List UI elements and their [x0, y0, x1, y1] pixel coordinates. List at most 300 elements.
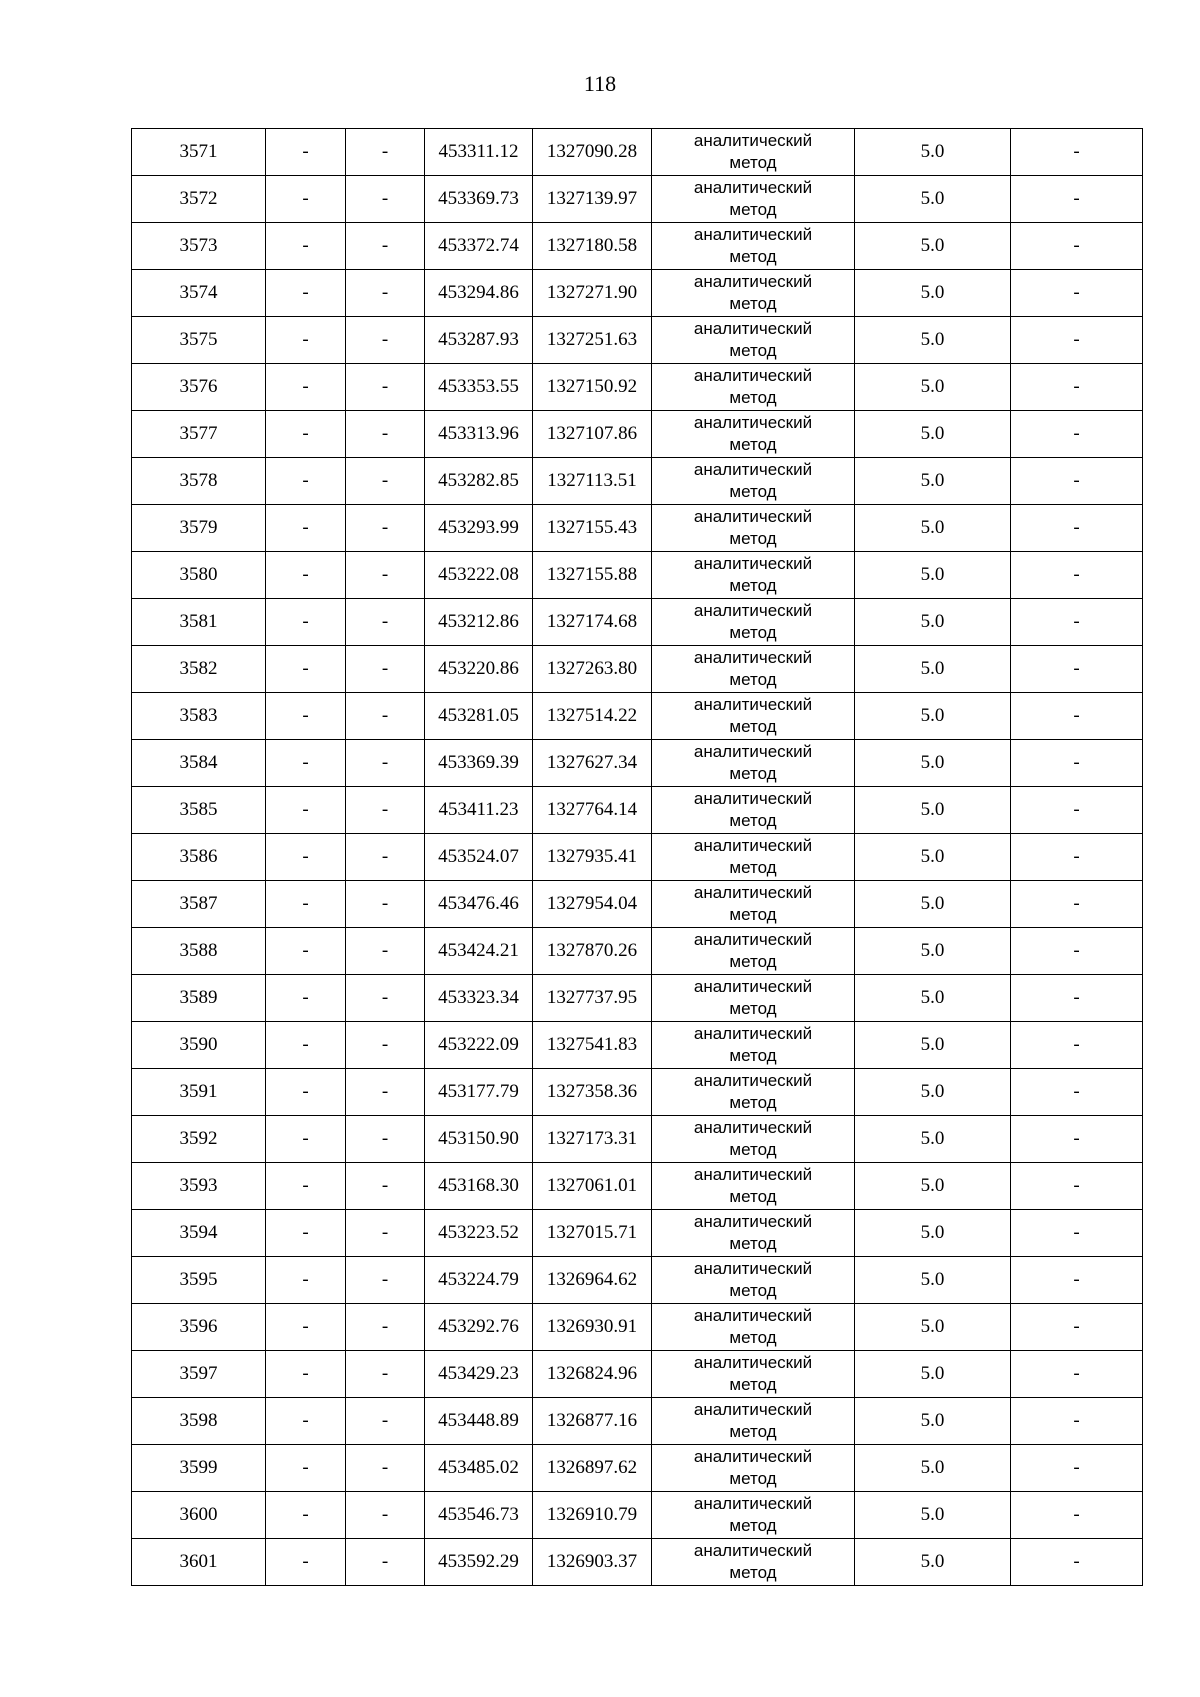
y-coordinate-cell: 1327737.95 [533, 975, 652, 1022]
empty-dash-cell-2: - [346, 646, 425, 693]
empty-dash-cell-2: - [346, 1022, 425, 1069]
empty-dash-cell-2: - [346, 1304, 425, 1351]
empty-dash-cell-3: - [1011, 1351, 1143, 1398]
empty-dash-cell-2: - [346, 458, 425, 505]
x-coordinate-cell: 453313.96 [425, 411, 533, 458]
empty-dash-cell-1: - [266, 787, 346, 834]
empty-dash-cell-3: - [1011, 1163, 1143, 1210]
x-coordinate-cell: 453369.39 [425, 740, 533, 787]
method-text-line: метод [729, 435, 777, 454]
method-text-line: метод [729, 1046, 777, 1065]
point-number-cell: 3575 [132, 317, 266, 364]
method-text-line: аналитический [693, 836, 813, 855]
method-cell [652, 1351, 855, 1398]
point-number-cell: 3585 [132, 787, 266, 834]
point-number-cell: 3571 [132, 129, 266, 176]
table-row [132, 1304, 1143, 1351]
empty-dash-cell-3: - [1011, 1492, 1143, 1539]
empty-dash-cell-1: - [266, 1445, 346, 1492]
empty-dash-cell-3: - [1011, 1210, 1143, 1257]
method-text-line: метод [729, 341, 777, 360]
empty-dash-cell-1: - [266, 975, 346, 1022]
accuracy-value-cell: 5.0 [855, 223, 1011, 270]
x-coordinate-cell: 453177.79 [425, 1069, 533, 1116]
x-coordinate-cell: 453424.21 [425, 928, 533, 975]
method-text-line: метод [729, 1422, 777, 1441]
table-row [132, 1210, 1143, 1257]
point-number-cell: 3582 [132, 646, 266, 693]
table-row [132, 1398, 1143, 1445]
x-coordinate-cell: 453223.52 [425, 1210, 533, 1257]
accuracy-value-cell: 5.0 [855, 1492, 1011, 1539]
empty-dash-cell-3: - [1011, 129, 1143, 176]
point-number-cell: 3598 [132, 1398, 266, 1445]
method-text-line: метод [729, 811, 777, 830]
point-number-cell: 3588 [132, 928, 266, 975]
y-coordinate-cell: 1326964.62 [533, 1257, 652, 1304]
table-row [132, 646, 1143, 693]
empty-dash-cell-3: - [1011, 505, 1143, 552]
point-number-cell: 3600 [132, 1492, 266, 1539]
method-text-line: аналитический [693, 1541, 813, 1560]
empty-dash-cell-3: - [1011, 270, 1143, 317]
empty-dash-cell-1: - [266, 928, 346, 975]
empty-dash-cell-2: - [346, 599, 425, 646]
empty-dash-cell-1: - [266, 1398, 346, 1445]
method-text-line: метод [729, 200, 777, 219]
accuracy-value-cell: 5.0 [855, 834, 1011, 881]
empty-dash-cell-2: - [346, 1116, 425, 1163]
point-number-cell: 3586 [132, 834, 266, 881]
empty-dash-cell-1: - [266, 1163, 346, 1210]
accuracy-value-cell: 5.0 [855, 740, 1011, 787]
empty-dash-cell-3: - [1011, 1398, 1143, 1445]
y-coordinate-cell: 1326824.96 [533, 1351, 652, 1398]
method-cell [652, 646, 855, 693]
method-cell [652, 176, 855, 223]
accuracy-value-cell: 5.0 [855, 1116, 1011, 1163]
table-row [132, 129, 1143, 176]
page-number: 118 [583, 71, 617, 96]
x-coordinate-cell: 453224.79 [425, 1257, 533, 1304]
empty-dash-cell-2: - [346, 176, 425, 223]
x-coordinate-cell: 453222.09 [425, 1022, 533, 1069]
x-coordinate-cell: 453411.23 [425, 787, 533, 834]
y-coordinate-cell: 1327870.26 [533, 928, 652, 975]
empty-dash-cell-2: - [346, 693, 425, 740]
y-coordinate-cell: 1327139.97 [533, 176, 652, 223]
point-number-cell: 3589 [132, 975, 266, 1022]
empty-dash-cell-1: - [266, 693, 346, 740]
method-text-line: аналитический [693, 601, 813, 620]
method-text-line: аналитический [693, 225, 813, 244]
empty-dash-cell-3: - [1011, 787, 1143, 834]
accuracy-value-cell: 5.0 [855, 881, 1011, 928]
method-text-line: аналитический [693, 1447, 813, 1466]
accuracy-value-cell: 5.0 [855, 411, 1011, 458]
coordinates-table [131, 128, 1143, 1586]
method-text-line: метод [729, 1093, 777, 1112]
method-text-line: метод [729, 999, 777, 1018]
y-coordinate-cell: 1327155.43 [533, 505, 652, 552]
empty-dash-cell-2: - [346, 881, 425, 928]
empty-dash-cell-1: - [266, 646, 346, 693]
empty-dash-cell-1: - [266, 552, 346, 599]
x-coordinate-cell: 453292.76 [425, 1304, 533, 1351]
y-coordinate-cell: 1327954.04 [533, 881, 652, 928]
method-text-line: метод [729, 294, 777, 313]
point-number-cell: 3587 [132, 881, 266, 928]
empty-dash-cell-2: - [346, 1445, 425, 1492]
table-row [132, 458, 1143, 505]
method-cell [652, 458, 855, 505]
method-text-line: аналитический [693, 507, 813, 526]
method-text-line: аналитический [693, 1212, 813, 1231]
x-coordinate-cell: 453220.86 [425, 646, 533, 693]
point-number-cell: 3590 [132, 1022, 266, 1069]
table-row [132, 693, 1143, 740]
empty-dash-cell-1: - [266, 834, 346, 881]
point-number-cell: 3573 [132, 223, 266, 270]
empty-dash-cell-2: - [346, 223, 425, 270]
accuracy-value-cell: 5.0 [855, 1539, 1011, 1586]
empty-dash-cell-3: - [1011, 317, 1143, 364]
method-text-line: метод [729, 1187, 777, 1206]
x-coordinate-cell: 453168.30 [425, 1163, 533, 1210]
method-cell [652, 1398, 855, 1445]
table-row [132, 834, 1143, 881]
method-text-line: аналитический [693, 178, 813, 197]
empty-dash-cell-1: - [266, 1492, 346, 1539]
method-text-line: метод [729, 576, 777, 595]
method-text-line: метод [729, 153, 777, 172]
table-row [132, 1445, 1143, 1492]
table-row [132, 1022, 1143, 1069]
empty-dash-cell-2: - [346, 317, 425, 364]
empty-dash-cell-1: - [266, 740, 346, 787]
accuracy-value-cell: 5.0 [855, 599, 1011, 646]
method-text-line: метод [729, 670, 777, 689]
method-text-line: аналитический [693, 1494, 813, 1513]
table-row [132, 1163, 1143, 1210]
empty-dash-cell-2: - [346, 411, 425, 458]
point-number-cell: 3581 [132, 599, 266, 646]
method-text-line: метод [729, 247, 777, 266]
y-coordinate-cell: 1327107.86 [533, 411, 652, 458]
accuracy-value-cell: 5.0 [855, 1398, 1011, 1445]
empty-dash-cell-3: - [1011, 1304, 1143, 1351]
accuracy-value-cell: 5.0 [855, 1304, 1011, 1351]
method-text-line: аналитический [693, 789, 813, 808]
empty-dash-cell-2: - [346, 270, 425, 317]
y-coordinate-cell: 1327263.80 [533, 646, 652, 693]
method-text-line: аналитический [693, 366, 813, 385]
x-coordinate-cell: 453592.29 [425, 1539, 533, 1586]
point-number-cell: 3579 [132, 505, 266, 552]
y-coordinate-cell: 1326903.37 [533, 1539, 652, 1586]
method-text-line: метод [729, 1375, 777, 1394]
accuracy-value-cell: 5.0 [855, 1445, 1011, 1492]
method-cell [652, 1539, 855, 1586]
method-text-line: аналитический [693, 1259, 813, 1278]
accuracy-value-cell: 5.0 [855, 1022, 1011, 1069]
x-coordinate-cell: 453281.05 [425, 693, 533, 740]
method-text-line: метод [729, 858, 777, 877]
table-row [132, 223, 1143, 270]
empty-dash-cell-3: - [1011, 646, 1143, 693]
empty-dash-cell-3: - [1011, 364, 1143, 411]
accuracy-value-cell: 5.0 [855, 505, 1011, 552]
x-coordinate-cell: 453546.73 [425, 1492, 533, 1539]
y-coordinate-cell: 1327155.88 [533, 552, 652, 599]
empty-dash-cell-2: - [346, 1351, 425, 1398]
accuracy-value-cell: 5.0 [855, 787, 1011, 834]
method-text-line: аналитический [693, 1024, 813, 1043]
method-text-line: метод [729, 388, 777, 407]
y-coordinate-cell: 1327358.36 [533, 1069, 652, 1116]
x-coordinate-cell: 453212.86 [425, 599, 533, 646]
y-coordinate-cell: 1327180.58 [533, 223, 652, 270]
method-cell [652, 223, 855, 270]
x-coordinate-cell: 453222.08 [425, 552, 533, 599]
empty-dash-cell-1: - [266, 223, 346, 270]
empty-dash-cell-2: - [346, 1398, 425, 1445]
empty-dash-cell-1: - [266, 1022, 346, 1069]
accuracy-value-cell: 5.0 [855, 693, 1011, 740]
point-number-cell: 3592 [132, 1116, 266, 1163]
accuracy-value-cell: 5.0 [855, 928, 1011, 975]
method-cell [652, 129, 855, 176]
table-row [132, 317, 1143, 364]
accuracy-value-cell: 5.0 [855, 270, 1011, 317]
empty-dash-cell-2: - [346, 1492, 425, 1539]
x-coordinate-cell: 453294.86 [425, 270, 533, 317]
method-cell [652, 364, 855, 411]
method-cell [652, 1257, 855, 1304]
table-row [132, 1116, 1143, 1163]
table-row [132, 1539, 1143, 1586]
y-coordinate-cell: 1327541.83 [533, 1022, 652, 1069]
point-number-cell: 3584 [132, 740, 266, 787]
method-text-line: аналитический [693, 554, 813, 573]
empty-dash-cell-2: - [346, 552, 425, 599]
empty-dash-cell-3: - [1011, 881, 1143, 928]
method-cell [652, 411, 855, 458]
method-text-line: аналитический [693, 272, 813, 291]
y-coordinate-cell: 1327015.71 [533, 1210, 652, 1257]
method-text-line: метод [729, 529, 777, 548]
table-row [132, 176, 1143, 223]
method-cell [652, 505, 855, 552]
empty-dash-cell-2: - [346, 505, 425, 552]
empty-dash-cell-2: - [346, 364, 425, 411]
method-text-line: метод [729, 1328, 777, 1347]
empty-dash-cell-2: - [346, 1163, 425, 1210]
empty-dash-cell-3: - [1011, 1069, 1143, 1116]
table-row [132, 1492, 1143, 1539]
accuracy-value-cell: 5.0 [855, 129, 1011, 176]
empty-dash-cell-1: - [266, 317, 346, 364]
point-number-cell: 3583 [132, 693, 266, 740]
empty-dash-cell-3: - [1011, 834, 1143, 881]
empty-dash-cell-1: - [266, 176, 346, 223]
empty-dash-cell-3: - [1011, 1022, 1143, 1069]
point-number-cell: 3594 [132, 1210, 266, 1257]
point-number-cell: 3574 [132, 270, 266, 317]
table-row [132, 1351, 1143, 1398]
empty-dash-cell-1: - [266, 1116, 346, 1163]
y-coordinate-cell: 1326897.62 [533, 1445, 652, 1492]
method-cell [652, 270, 855, 317]
empty-dash-cell-3: - [1011, 176, 1143, 223]
y-coordinate-cell: 1327271.90 [533, 270, 652, 317]
method-text-line: аналитический [693, 1306, 813, 1325]
y-coordinate-cell: 1327150.92 [533, 364, 652, 411]
method-text-line: аналитический [693, 460, 813, 479]
method-text-line: метод [729, 1140, 777, 1159]
point-number-cell: 3572 [132, 176, 266, 223]
empty-dash-cell-3: - [1011, 1445, 1143, 1492]
x-coordinate-cell: 453476.46 [425, 881, 533, 928]
y-coordinate-cell: 1327174.68 [533, 599, 652, 646]
point-number-cell: 3599 [132, 1445, 266, 1492]
method-text-line: метод [729, 623, 777, 642]
accuracy-value-cell: 5.0 [855, 176, 1011, 223]
method-text-line: метод [729, 952, 777, 971]
empty-dash-cell-3: - [1011, 975, 1143, 1022]
empty-dash-cell-1: - [266, 129, 346, 176]
x-coordinate-cell: 453524.07 [425, 834, 533, 881]
empty-dash-cell-1: - [266, 1539, 346, 1586]
accuracy-value-cell: 5.0 [855, 364, 1011, 411]
empty-dash-cell-2: - [346, 787, 425, 834]
empty-dash-cell-3: - [1011, 693, 1143, 740]
method-cell [652, 1210, 855, 1257]
empty-dash-cell-3: - [1011, 1257, 1143, 1304]
y-coordinate-cell: 1326910.79 [533, 1492, 652, 1539]
accuracy-value-cell: 5.0 [855, 975, 1011, 1022]
method-cell [652, 1492, 855, 1539]
method-text-line: метод [729, 717, 777, 736]
x-coordinate-cell: 453353.55 [425, 364, 533, 411]
point-number-cell: 3596 [132, 1304, 266, 1351]
method-text-line: аналитический [693, 1353, 813, 1372]
x-coordinate-cell: 453429.23 [425, 1351, 533, 1398]
point-number-cell: 3577 [132, 411, 266, 458]
method-cell [652, 552, 855, 599]
table-row [132, 928, 1143, 975]
method-cell [652, 1163, 855, 1210]
accuracy-value-cell: 5.0 [855, 458, 1011, 505]
accuracy-value-cell: 5.0 [855, 317, 1011, 364]
method-text-line: метод [729, 1516, 777, 1535]
point-number-cell: 3601 [132, 1539, 266, 1586]
point-number-cell: 3591 [132, 1069, 266, 1116]
method-text-line: аналитический [693, 883, 813, 902]
method-cell [652, 881, 855, 928]
method-text-line: аналитический [693, 1071, 813, 1090]
method-cell [652, 834, 855, 881]
x-coordinate-cell: 453287.93 [425, 317, 533, 364]
accuracy-value-cell: 5.0 [855, 1351, 1011, 1398]
y-coordinate-cell: 1327935.41 [533, 834, 652, 881]
method-text-line: аналитический [693, 319, 813, 338]
method-text-line: метод [729, 764, 777, 783]
point-number-cell: 3595 [132, 1257, 266, 1304]
y-coordinate-cell: 1327090.28 [533, 129, 652, 176]
empty-dash-cell-2: - [346, 1539, 425, 1586]
empty-dash-cell-3: - [1011, 1116, 1143, 1163]
method-text-line: аналитический [693, 930, 813, 949]
empty-dash-cell-3: - [1011, 599, 1143, 646]
x-coordinate-cell: 453372.74 [425, 223, 533, 270]
method-text-line: метод [729, 482, 777, 501]
method-text-line: аналитический [693, 131, 813, 150]
method-cell [652, 1304, 855, 1351]
y-coordinate-cell: 1327061.01 [533, 1163, 652, 1210]
accuracy-value-cell: 5.0 [855, 646, 1011, 693]
y-coordinate-cell: 1327627.34 [533, 740, 652, 787]
y-coordinate-cell: 1327251.63 [533, 317, 652, 364]
method-text-line: аналитический [693, 1400, 813, 1419]
accuracy-value-cell: 5.0 [855, 1257, 1011, 1304]
empty-dash-cell-2: - [346, 834, 425, 881]
x-coordinate-cell: 453282.85 [425, 458, 533, 505]
method-cell [652, 599, 855, 646]
table-row [132, 1257, 1143, 1304]
empty-dash-cell-1: - [266, 364, 346, 411]
empty-dash-cell-1: - [266, 1351, 346, 1398]
method-text-line: аналитический [693, 1118, 813, 1137]
empty-dash-cell-1: - [266, 505, 346, 552]
method-text-line: метод [729, 1234, 777, 1253]
empty-dash-cell-3: - [1011, 411, 1143, 458]
table-row [132, 505, 1143, 552]
method-text-line: аналитический [693, 742, 813, 761]
point-number-cell: 3578 [132, 458, 266, 505]
table-body [132, 129, 1143, 1586]
table-row [132, 787, 1143, 834]
table-row [132, 881, 1143, 928]
empty-dash-cell-2: - [346, 975, 425, 1022]
method-cell [652, 787, 855, 834]
method-text-line: аналитический [693, 648, 813, 667]
empty-dash-cell-3: - [1011, 1539, 1143, 1586]
empty-dash-cell-2: - [346, 129, 425, 176]
table-row [132, 364, 1143, 411]
table-row [132, 411, 1143, 458]
empty-dash-cell-1: - [266, 1069, 346, 1116]
y-coordinate-cell: 1327173.31 [533, 1116, 652, 1163]
empty-dash-cell-2: - [346, 1257, 425, 1304]
empty-dash-cell-1: - [266, 1304, 346, 1351]
accuracy-value-cell: 5.0 [855, 1210, 1011, 1257]
table-row [132, 740, 1143, 787]
accuracy-value-cell: 5.0 [855, 552, 1011, 599]
x-coordinate-cell: 453448.89 [425, 1398, 533, 1445]
method-cell [652, 693, 855, 740]
method-cell [652, 1069, 855, 1116]
point-number-cell: 3597 [132, 1351, 266, 1398]
method-text-line: метод [729, 1469, 777, 1488]
x-coordinate-cell: 453485.02 [425, 1445, 533, 1492]
empty-dash-cell-1: - [266, 458, 346, 505]
empty-dash-cell-1: - [266, 599, 346, 646]
accuracy-value-cell: 5.0 [855, 1069, 1011, 1116]
method-cell [652, 1022, 855, 1069]
method-cell [652, 1445, 855, 1492]
method-text-line: аналитический [693, 695, 813, 714]
